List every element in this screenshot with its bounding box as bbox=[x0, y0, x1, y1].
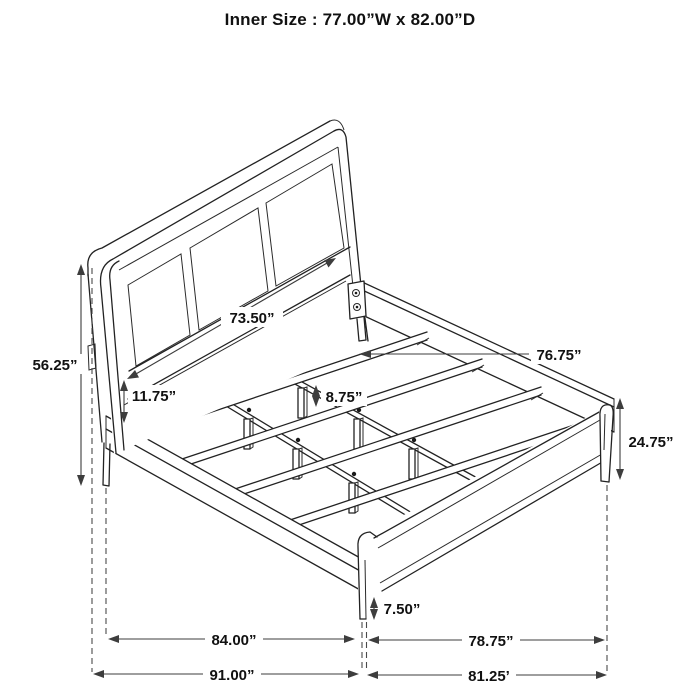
dim-headboard-height bbox=[26, 264, 85, 486]
rail-bracket bbox=[348, 281, 366, 319]
label-footboard-leg: 7.50” bbox=[383, 601, 421, 618]
label-overall-length: 91.00” bbox=[209, 667, 255, 684]
label-headboard-height: 56.25” bbox=[32, 357, 78, 374]
label-overall-width: 81.25’ bbox=[468, 668, 510, 685]
label-headboard-inner-width: 73.50” bbox=[229, 310, 275, 327]
label-frame-inner-length: 84.00” bbox=[211, 632, 257, 649]
support-leg bbox=[354, 418, 363, 449]
label-footboard-span: 78.75” bbox=[468, 633, 514, 650]
dim-footboard-height bbox=[616, 398, 679, 480]
support-leg bbox=[298, 387, 307, 418]
page-title: Inner Size : 77.00”W x 82.00”D bbox=[224, 10, 476, 29]
dim-overall-width bbox=[367, 666, 607, 685]
label-support-leg-height: 8.75” bbox=[325, 389, 363, 406]
label-slat-length: 76.75” bbox=[536, 347, 582, 364]
dim-overall-length bbox=[93, 665, 359, 684]
footboard-right-post bbox=[599, 405, 613, 482]
dim-support-leg-height bbox=[312, 385, 367, 407]
dim-frame-inner-length bbox=[108, 630, 355, 649]
support-leg bbox=[409, 448, 418, 479]
label-footboard-height: 24.75” bbox=[628, 434, 674, 451]
headboard bbox=[88, 120, 368, 486]
dim-footboard-leg bbox=[370, 597, 426, 620]
label-headboard-bottom-gap: 11.75” bbox=[131, 388, 177, 405]
dim-footboard-span bbox=[368, 631, 605, 650]
